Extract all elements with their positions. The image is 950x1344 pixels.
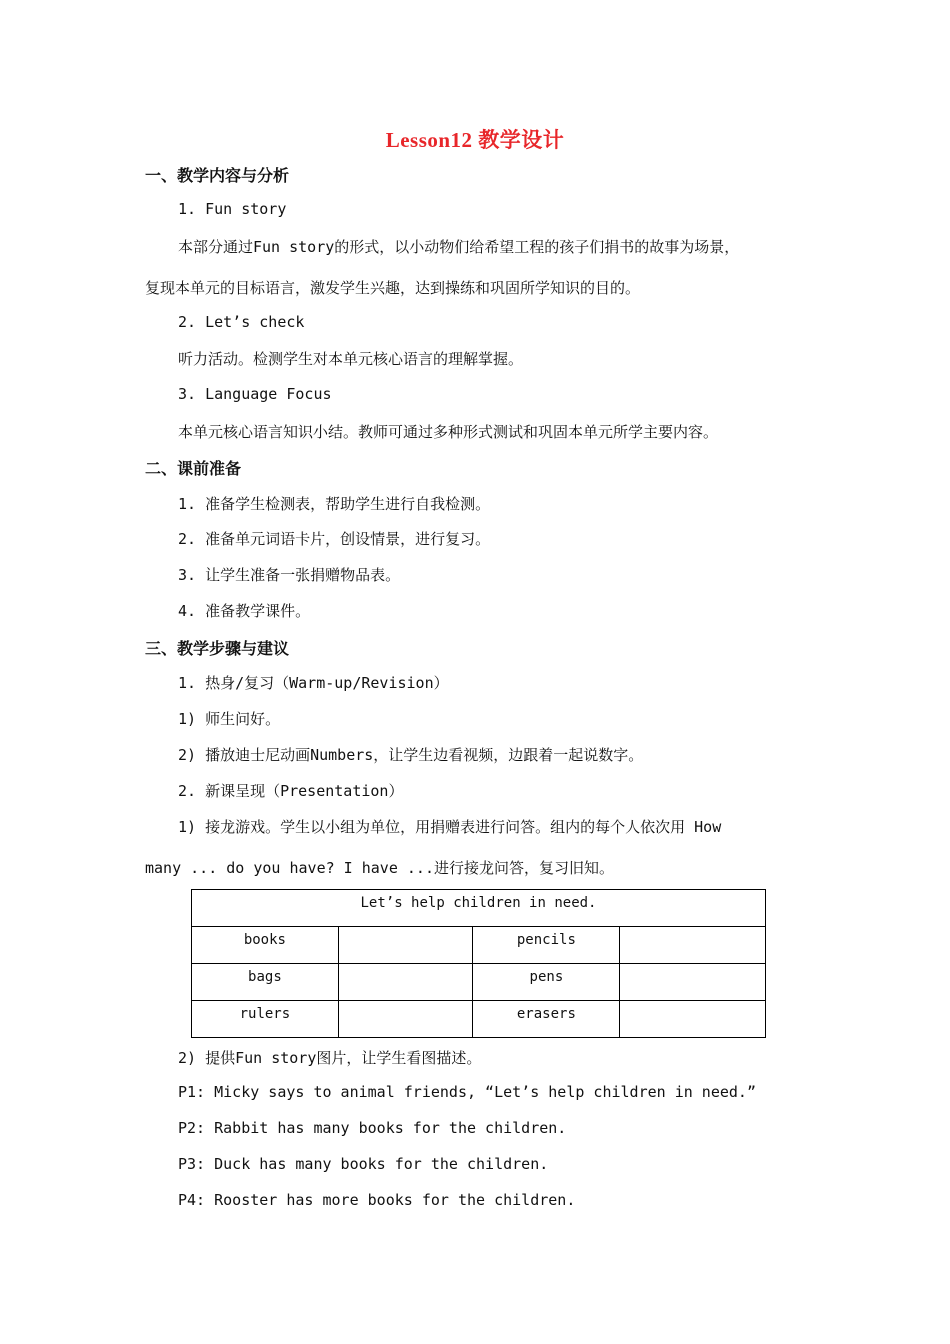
table-cell-item: books bbox=[192, 927, 339, 964]
picture-description: P3: Duck has many books for the children. bbox=[178, 1155, 549, 1173]
table-cell-blank bbox=[338, 964, 473, 1001]
table-header-row bbox=[192, 890, 766, 927]
item-fun-story-text-line1: 本部分通过Fun story的形式，以小动物们给希望工程的孩子们捐书的故事为场景， bbox=[178, 238, 740, 256]
page-title: Lesson12 教学设计 bbox=[385, 128, 565, 152]
donation-table bbox=[191, 889, 766, 1038]
table-cell-item: rulers bbox=[192, 1001, 339, 1038]
picture-description: P2: Rabbit has many books for the children. bbox=[178, 1119, 567, 1137]
prep-item: 4. 准备教学课件。 bbox=[178, 602, 311, 620]
picture-description: P4: Rooster has more books for the children. bbox=[178, 1191, 576, 1209]
item-lets-check-title: 2. Let’s check bbox=[178, 313, 305, 331]
table-cell-blank bbox=[620, 1001, 766, 1038]
prep-item: 1. 准备学生检测表，帮助学生进行自我检测。 bbox=[178, 495, 491, 513]
item-lets-check-text: 听力活动。检测学生对本单元核心语言的理解掌握。 bbox=[178, 350, 524, 368]
table-cell-blank bbox=[338, 1001, 473, 1038]
step-warmup-item: 1) 师生问好。 bbox=[178, 710, 281, 728]
table-cell-blank bbox=[620, 927, 766, 964]
section-heading-preparation: 二、课前准备 bbox=[145, 459, 242, 478]
table-row bbox=[192, 964, 766, 1001]
item-language-focus-text: 本单元核心语言知识小结。教师可通过多种形式测试和巩固本单元所学主要内容。 bbox=[178, 423, 719, 441]
table-caption: Let’s help children in need. bbox=[192, 890, 766, 927]
prep-item: 2. 准备单元词语卡片，创设情景，进行复习。 bbox=[178, 530, 491, 548]
item-fun-story-text-line2: 复现本单元的目标语言，激发学生兴趣，达到操练和巩固所学知识的目的。 bbox=[145, 279, 641, 297]
section-heading-teaching-steps: 三、教学步骤与建议 bbox=[145, 639, 290, 658]
step-warmup-title: 1. 热身/复习（Warm-up/Revision） bbox=[178, 674, 449, 692]
table-row bbox=[192, 927, 766, 964]
step-warmup-item: 2) 播放迪士尼动画Numbers，让学生边看视频，边跟着一起说数字。 bbox=[178, 746, 644, 764]
table-cell-blank bbox=[620, 964, 766, 1001]
table-cell-item: pens bbox=[473, 964, 620, 1001]
table-row bbox=[192, 1001, 766, 1038]
table-cell-blank bbox=[338, 927, 473, 964]
picture-description: P1: Micky says to animal friends, “Let’s help children in need.” bbox=[178, 1083, 756, 1101]
item-language-focus-title: 3. Language Focus bbox=[178, 385, 332, 403]
item-fun-story-title: 1. Fun story bbox=[178, 200, 287, 218]
step-presentation-item1-line2: many ... do you have? I have ...进行接龙问答，复习旧知。 bbox=[145, 859, 614, 877]
section-heading-content-analysis: 一、教学内容与分析 bbox=[145, 166, 290, 185]
table-cell-item: erasers bbox=[473, 1001, 620, 1038]
step-presentation-item2: 2) 提供Fun story图片，让学生看图描述。 bbox=[178, 1049, 482, 1067]
step-presentation-item1-line1: 1) 接龙游戏。学生以小组为单位，用捐赠表进行问答。组内的每个人依次用 How bbox=[178, 818, 722, 836]
table-cell-item: bags bbox=[192, 964, 339, 1001]
prep-item: 3. 让学生准备一张捐赠物品表。 bbox=[178, 566, 401, 584]
step-presentation-title: 2. 新课呈现（Presentation） bbox=[178, 782, 404, 800]
table-cell-item: pencils bbox=[473, 927, 620, 964]
